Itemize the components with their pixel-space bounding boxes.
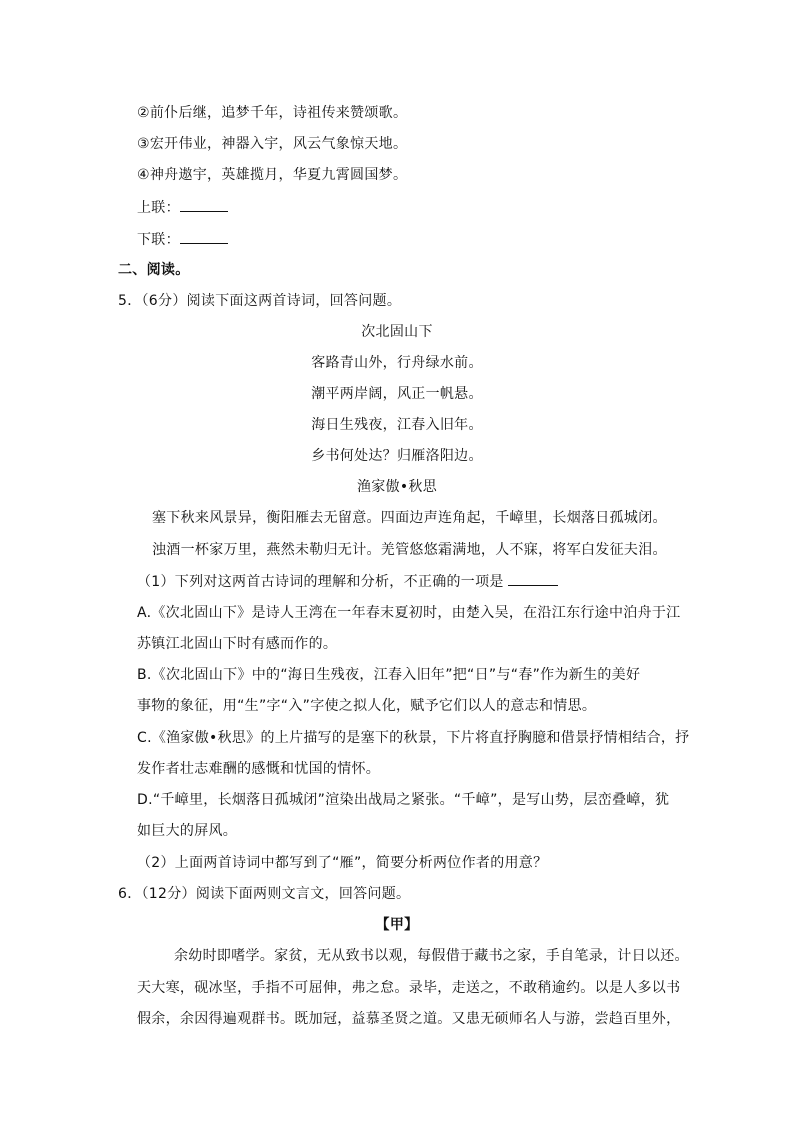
passage-jia-label: 【甲】 [375, 917, 419, 933]
question-5-stem: 5．（6分）阅读下面这两首诗词，回答问题。 [118, 293, 402, 309]
lower-couplet-label: 下联： [137, 232, 180, 248]
passage-jia-line-2: 天大寒，砚冰坚，手指不可屈伸，弗之怠。录毕，走送之，不敢稍逾约。以是人多以书 [137, 980, 681, 996]
poem2-title: 渔家傲•秋思 [356, 479, 438, 495]
poem1-line-4: 乡书何处达？归雁洛阳边。 [311, 448, 483, 464]
question-5-sub-2: （2）上面两首诗词中都写到了“雁”，简要分析两位作者的用意？ [137, 855, 548, 871]
question-5-sub-1-text: （1）下列对这两首古诗词的理解和分析，不正确的一项是 [137, 574, 504, 590]
passage-jia-line-1: 余幼时即嗜学。家贫，无从致书以观，每假借于藏书之家，手自笔录，计日以还。 [174, 948, 689, 964]
lower-couplet-answer-blank[interactable] [180, 229, 228, 244]
option-a-line-1: A.《次北固山下》是诗人王湾在一年春末夏初时，由楚入吴，在沿江东行途中泊舟于江 [137, 605, 681, 621]
upper-couplet-line [137, 197, 228, 218]
lower-couplet-line [137, 229, 228, 250]
option-a-line-2: 苏镇江北固山下时有感而作的。 [137, 636, 338, 652]
option-b-line-1: B.《次北固山下》中的“海日生残夜，江春入旧年”把“日”与“春”作为新生的美好 [137, 667, 641, 683]
option-d-line-1: D.“千嶂里，长烟落日孤城闭”渲染出战局之紧张。“千嶂”，是写山势，层峦叠嶂，犹 [137, 792, 670, 808]
upper-couplet-label: 上联： [137, 200, 180, 216]
poem1-line-2: 潮平两岸阔，风正一帆悬。 [311, 386, 483, 402]
poem1-line-3: 海日生残夜，江春入旧年。 [311, 417, 483, 433]
poem1-title: 次北固山下 [361, 324, 433, 340]
poem1-line-1: 客路青山外，行舟绿水前。 [311, 355, 483, 371]
option-b-line-2: 事物的象征，用“生”字“入”字使之拟人化，赋予它们以人的意志和情思。 [137, 698, 597, 714]
passage-jia-line-3: 假余，余因得遍观群书。既加冠，益慕圣贤之道。又患无硕师名人与游，尝趋百里外， [137, 1011, 681, 1027]
option-c-line-2: 发作者壮志难酬的感慨和忧国的情怀。 [137, 761, 381, 777]
question-6-stem: 6．（12分）阅读下面两则文言文，回答问题。 [118, 886, 411, 902]
couplet-option-3: ③宏开伟业，神器入宇，风云气象惊天地。 [137, 136, 408, 152]
question-5-sub-1-answer-blank[interactable] [508, 571, 558, 586]
question-5-sub-1 [137, 571, 558, 592]
couplet-option-2: ②前仆后继，追梦千年，诗祖传来赞颂歌。 [137, 105, 408, 121]
option-c-line-1: C.《渔家傲•秋思》的上片描写的是塞下的秋景，下片将直抒胸臆和借景抒情相结合，抒 [137, 730, 690, 746]
upper-couplet-answer-blank[interactable] [180, 197, 228, 212]
poem2-lower-stanza: 浊酒一杯家万里，燕然未勒归无计。羌管悠悠霜满地，人不寐，将军白发征夫泪。 [152, 542, 667, 558]
section-heading: 二、阅读。 [118, 262, 190, 278]
option-d-line-2: 如巨大的屏风。 [137, 823, 238, 839]
poem2-upper-stanza: 塞下秋来风景异，衡阳雁去无留意。四面边声连角起，千嶂里，长烟落日孤城闭。 [152, 510, 667, 526]
couplet-option-4: ④神舟遨宇，英雄揽月，华夏九霄圆国梦。 [137, 167, 408, 183]
